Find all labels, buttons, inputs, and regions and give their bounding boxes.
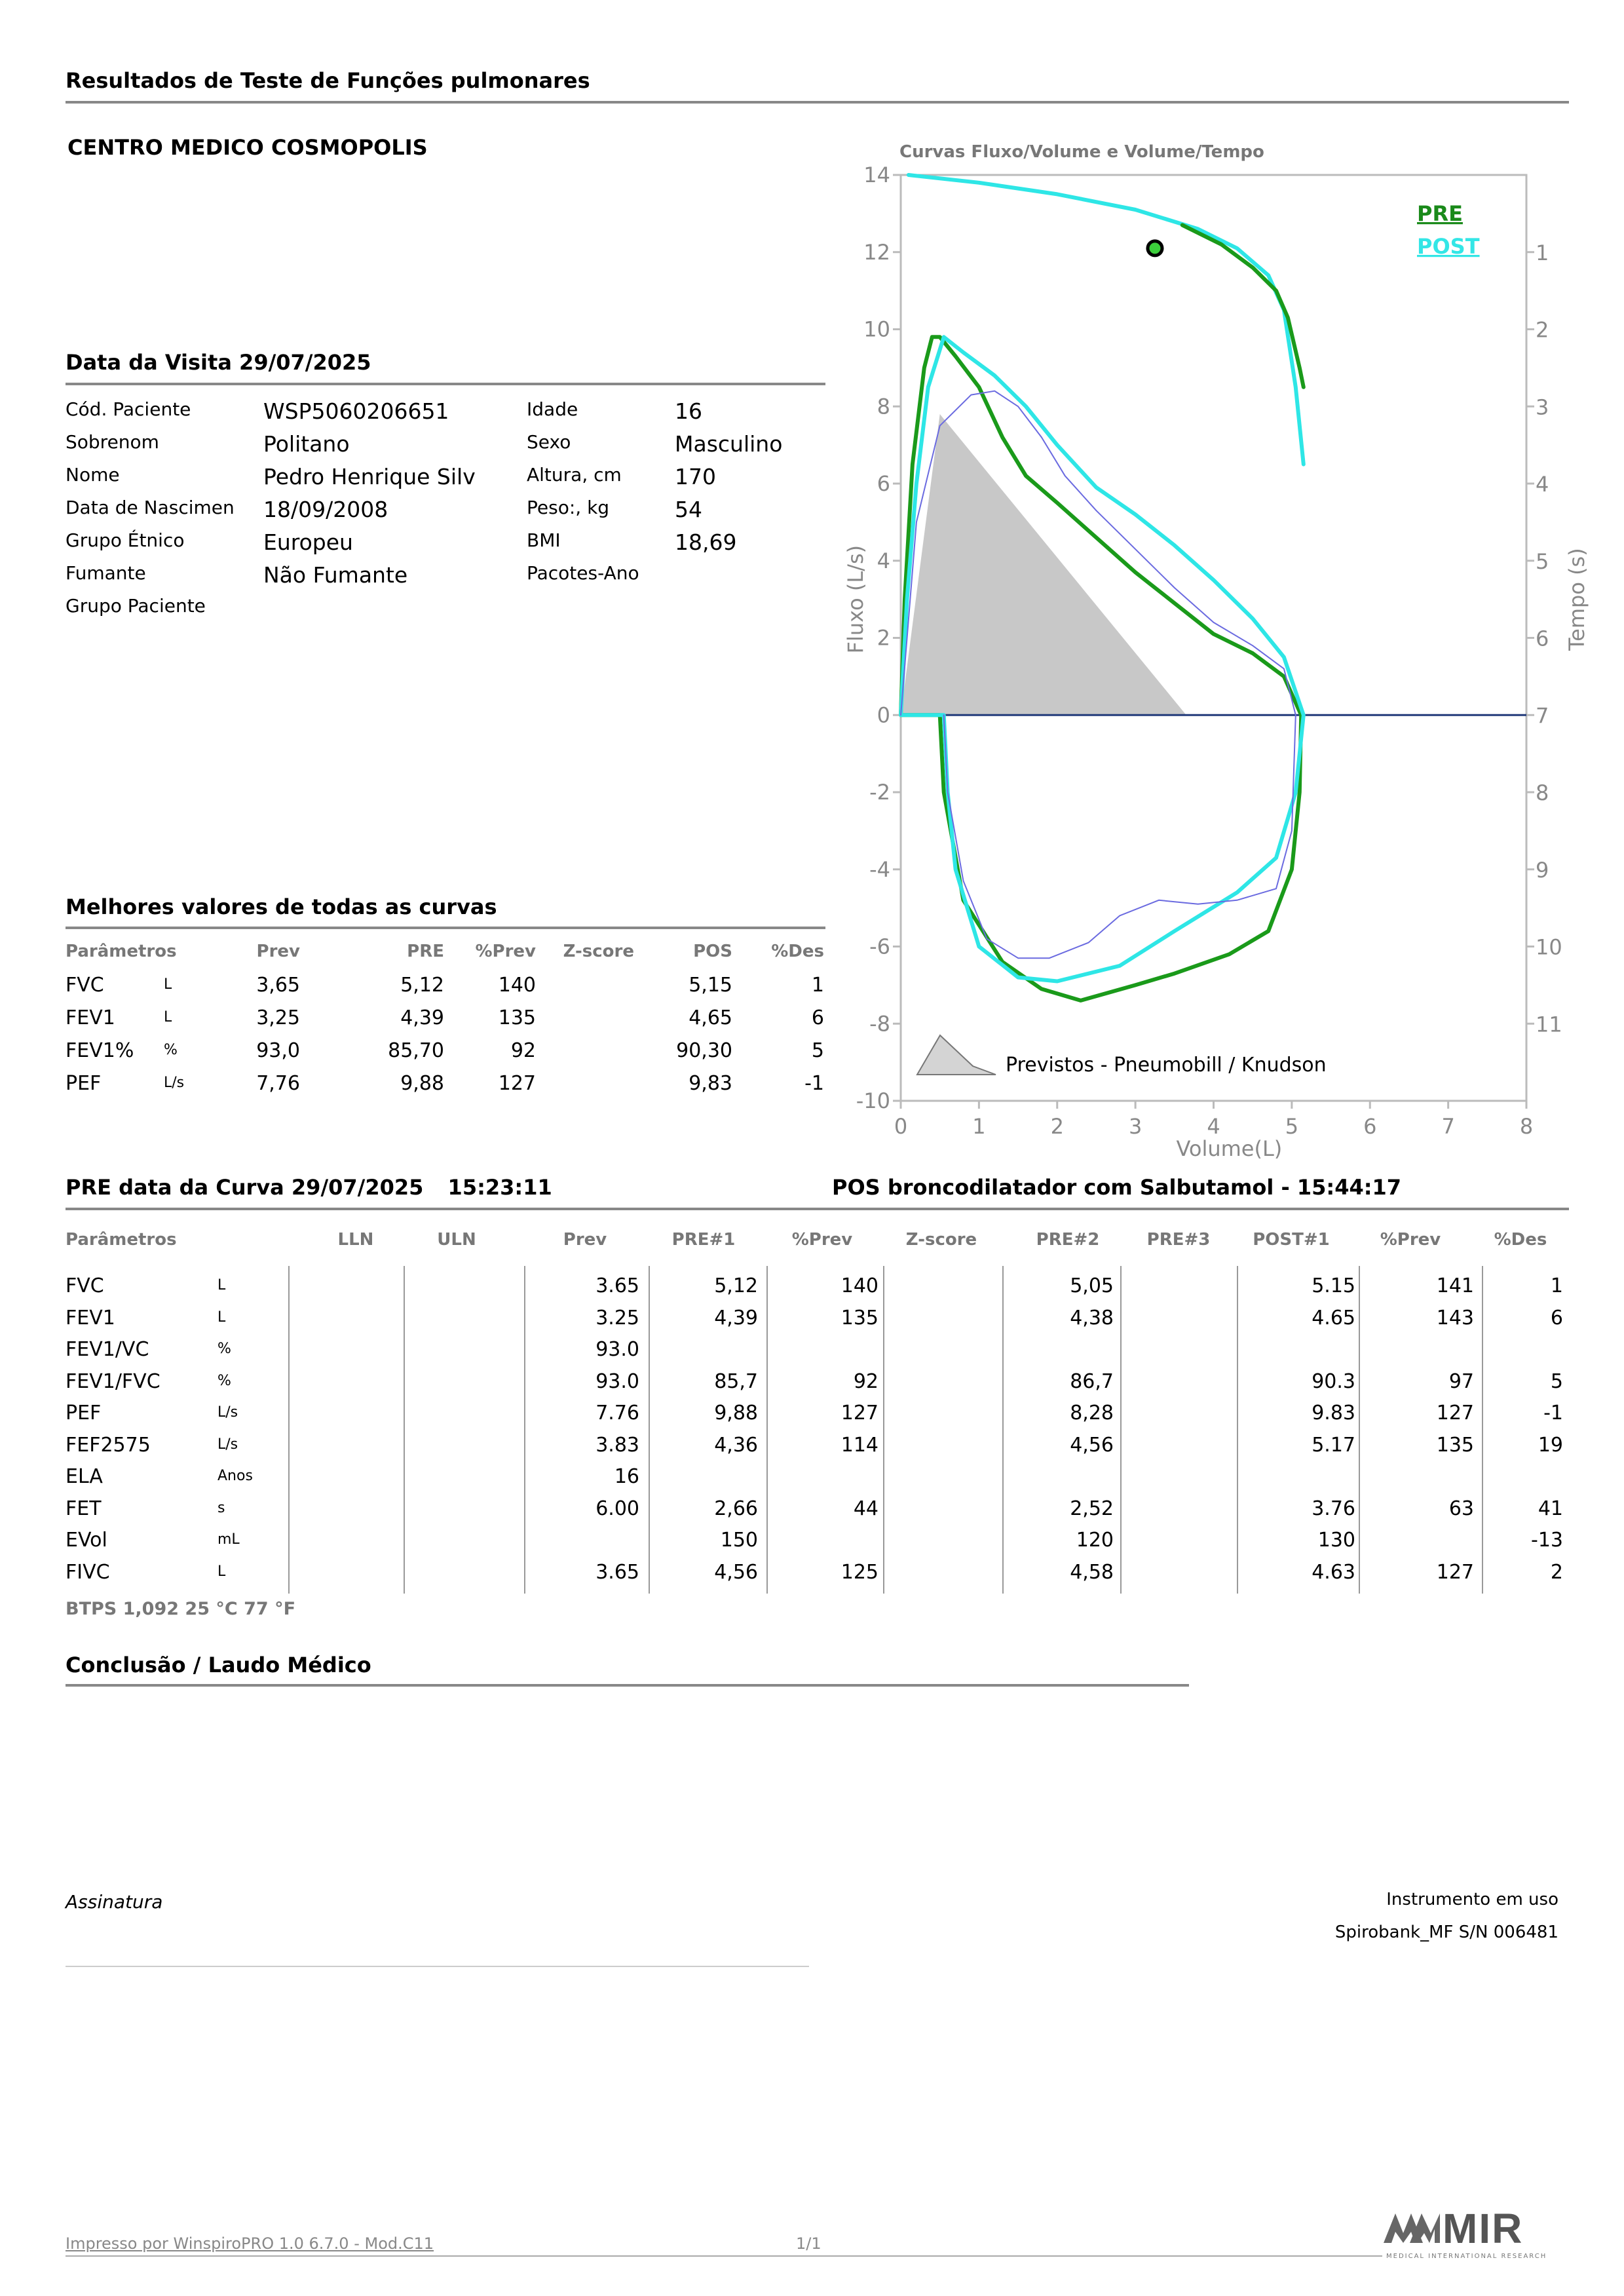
detail-row-value: 93.0 — [595, 1338, 639, 1361]
best-row-unit: L — [164, 976, 172, 993]
best-row-value: 92 — [510, 1039, 536, 1062]
detail-header-cell: Prev — [563, 1230, 607, 1250]
chart-title: Curvas Fluxo/Volume e Volume/Tempo — [899, 142, 1264, 162]
detail-header-cell: %Prev — [1380, 1230, 1441, 1250]
x-tick-label: 8 — [1519, 1114, 1534, 1139]
table-column-divider — [1482, 1266, 1483, 1594]
y-tick-label: -8 — [869, 1011, 890, 1037]
patient-field-label: Altura, cm — [527, 464, 622, 486]
detail-row-value: 6 — [1550, 1306, 1563, 1330]
detail-row-value: 127 — [840, 1402, 878, 1425]
detail-row-value: -1 — [1543, 1402, 1563, 1425]
detail-row-value: 130 — [1317, 1529, 1355, 1552]
best-row-value: 93,0 — [256, 1039, 300, 1062]
best-row-value: -1 — [804, 1072, 824, 1095]
detail-row-value: 114 — [840, 1433, 878, 1457]
y2-tick-label: 5 — [1536, 548, 1549, 574]
detail-row-value: 44 — [853, 1497, 878, 1520]
patient-field-value: 54 — [675, 497, 702, 522]
detail-header-cell: POST#1 — [1253, 1230, 1330, 1250]
detail-row-value: 135 — [1436, 1433, 1474, 1457]
patient-field-value: Masculino — [675, 431, 783, 457]
best-row-unit: L — [164, 1009, 172, 1025]
patient-field-value: 170 — [675, 464, 716, 489]
conclusion-title: Conclusão / Laudo Médico — [66, 1653, 371, 1677]
y-tick-label: 14 — [863, 163, 890, 187]
patient-field-label: Nome — [66, 464, 120, 486]
signature-line — [66, 1966, 809, 1967]
detail-row-value: 4,56 — [714, 1560, 758, 1584]
detail-header-cell: PRE#2 — [1036, 1230, 1100, 1250]
detail-row-value: 135 — [840, 1306, 878, 1330]
detail-row-unit: L — [217, 1277, 226, 1293]
detail-row-value: 63 — [1448, 1497, 1474, 1520]
detail-row-value: 125 — [840, 1560, 878, 1584]
detail-row-param: FVC — [66, 1274, 104, 1297]
signature-label: Assinatura — [66, 1891, 163, 1913]
detail-row-unit: L — [217, 1309, 226, 1326]
detail-row-unit: % — [217, 1341, 231, 1357]
center-name: CENTRO MEDICO COSMOPOLIS — [67, 135, 428, 160]
predicted-legend-label: Previstos - Pneumobill / Knudson — [1006, 1054, 1327, 1077]
detail-row-value: 150 — [720, 1529, 758, 1552]
printed-by: Impresso por WinspiroPRO 1.0 6.7.0 - Mod.C11 — [66, 2234, 434, 2253]
detail-row-value: 19 — [1538, 1433, 1563, 1457]
best-row-value: 5,15 — [689, 974, 732, 997]
x-tick-label: 5 — [1285, 1114, 1299, 1139]
patient-field-label: Peso:, kg — [527, 497, 610, 518]
x-tick-label: 3 — [1128, 1114, 1142, 1139]
detail-row-param: EVol — [66, 1529, 107, 1552]
detail-row-unit: Anos — [217, 1468, 253, 1484]
detail-row-value: 5,05 — [1070, 1274, 1114, 1297]
patient-field-label: Grupo Étnico — [66, 529, 185, 551]
best-row-value: 1 — [811, 974, 824, 997]
detail-header-cell: PRE#3 — [1146, 1230, 1211, 1250]
x-tick-label: 2 — [1050, 1114, 1064, 1139]
page-number: 1/1 — [796, 2234, 821, 2253]
detail-row-value: 5.17 — [1312, 1433, 1355, 1457]
y-tick-label: -10 — [856, 1088, 890, 1113]
detail-row-value: 127 — [1436, 1402, 1474, 1425]
x-axis-label: Volume(L) — [1176, 1136, 1283, 1161]
detail-row-value: 5,12 — [714, 1274, 758, 1297]
patient-field-value: Europeu — [263, 529, 353, 555]
mir-logo-subtext: MEDICAL INTERNATIONAL RESEARCH — [1386, 2253, 1547, 2260]
y-tick-label: -4 — [869, 856, 890, 882]
y2-tick-label: 7 — [1536, 703, 1549, 729]
instrument-value: Spirobank_MF S/N 006481 — [1334, 1923, 1558, 1942]
detail-row-value: 143 — [1436, 1306, 1474, 1330]
best-row-value: 85,70 — [388, 1039, 444, 1062]
y2-tick-label: 10 — [1536, 934, 1562, 960]
y2-tick-label: 2 — [1536, 317, 1549, 343]
table-column-divider — [1237, 1266, 1238, 1594]
pos-curve-title: POS broncodilatador com Salbutamol - 15:44:17 — [832, 1175, 1402, 1200]
table-column-divider — [524, 1266, 525, 1594]
detail-row-value: 3.76 — [1312, 1497, 1355, 1520]
x-tick-label: 6 — [1363, 1114, 1377, 1139]
table-column-divider — [883, 1266, 884, 1594]
y-tick-label: 10 — [863, 316, 890, 342]
detail-row-unit: mL — [217, 1531, 240, 1548]
detail-row-value: 127 — [1436, 1560, 1474, 1584]
patient-field-value: WSP5060206651 — [263, 398, 449, 424]
patient-field-value: Politano — [263, 431, 350, 457]
best-row-value: 4,65 — [689, 1006, 732, 1029]
best-row-value: 3,65 — [256, 974, 300, 997]
table-column-divider — [288, 1266, 290, 1594]
best-row-value: 9,88 — [400, 1072, 444, 1095]
detail-row-unit: s — [217, 1499, 225, 1516]
best-row-value: 4,39 — [400, 1006, 444, 1029]
patient-field-value: Não Fumante — [263, 562, 408, 588]
table-column-divider — [1120, 1266, 1122, 1594]
y2-tick-label: 8 — [1536, 780, 1549, 805]
detail-row-value: 6.00 — [595, 1497, 639, 1520]
best-row-value: 9,83 — [689, 1072, 732, 1095]
detail-row-value: 5.15 — [1312, 1274, 1355, 1297]
y-tick-label: -6 — [869, 934, 890, 959]
detail-header-cell: Z-score — [905, 1230, 977, 1250]
best-header-cell: POS — [693, 942, 732, 961]
detail-row-value: 3.65 — [595, 1274, 639, 1297]
visit-title: Data da Visita 29/07/2025 — [66, 350, 371, 375]
patient-field-label: Pacotes-Ano — [527, 562, 639, 584]
detail-row-param: FEV1 — [66, 1306, 115, 1330]
detail-row-value: 4.63 — [1312, 1560, 1355, 1584]
detail-row-value: 86,7 — [1070, 1369, 1114, 1393]
patient-field-label: Cód. Paciente — [66, 398, 191, 420]
detail-row-value: 4,58 — [1070, 1560, 1114, 1584]
instrument-label: Instrumento em uso — [1386, 1890, 1558, 1909]
y2-tick-label: 3 — [1536, 394, 1549, 420]
detail-header-cell: PRE#1 — [671, 1230, 736, 1250]
mir-logo-text: MIR — [1443, 2205, 1524, 2252]
best-row-unit: % — [164, 1042, 178, 1058]
table-column-divider — [1359, 1266, 1360, 1594]
y-tick-label: 4 — [877, 548, 890, 573]
detail-row-value: 93.0 — [595, 1369, 639, 1393]
detail-row-param: ELA — [66, 1465, 103, 1488]
best-header-cell: %Prev — [475, 942, 536, 961]
x-tick-label: 4 — [1207, 1114, 1220, 1139]
y-tick-label: -2 — [869, 780, 890, 805]
fvc-marker — [1148, 241, 1162, 256]
legend-pre: PRE — [1417, 201, 1463, 226]
best-row-value: 6 — [811, 1006, 824, 1029]
detail-row-value: 3.25 — [595, 1306, 639, 1330]
detail-row-value: 9,88 — [714, 1402, 758, 1425]
pre-curve-title — [66, 1175, 552, 1200]
patient-field-label: Sobrenom — [66, 431, 159, 453]
best-header-cell: %Des — [771, 942, 824, 961]
y2-tick-label: 11 — [1536, 1012, 1562, 1037]
table-column-divider — [1002, 1266, 1004, 1594]
detail-row-param: FET — [66, 1497, 102, 1520]
patient-field-value: Pedro Henrique Silv — [263, 464, 476, 489]
curve-rule — [66, 1208, 1569, 1210]
detail-row-value: 16 — [614, 1465, 639, 1488]
footer-line — [66, 2255, 1382, 2257]
best-row-value: 5 — [811, 1039, 824, 1062]
mir-logo-icon — [1384, 2207, 1443, 2246]
best-values-title: Melhores valores de todas as curvas — [66, 894, 497, 919]
y-tick-label: 12 — [863, 239, 890, 265]
detail-row-value: 97 — [1448, 1369, 1474, 1393]
best-row-value: 5,12 — [400, 974, 444, 997]
detail-row-value: 41 — [1538, 1497, 1563, 1520]
flow-volume-chart — [839, 131, 1589, 1166]
detail-row-value: 4,38 — [1070, 1306, 1114, 1330]
detail-row-value: 92 — [853, 1369, 878, 1393]
y-tick-label: 2 — [877, 625, 890, 651]
patient-field-label: Sexo — [527, 431, 571, 453]
y2-axis-label: Tempo (s) — [1564, 548, 1589, 651]
detail-row-param: FEF2575 — [66, 1433, 151, 1457]
detail-row-value: 90.3 — [1312, 1369, 1355, 1393]
x-tick-label: 0 — [894, 1114, 908, 1139]
detail-header-cell: ULN — [437, 1230, 476, 1250]
detail-row-value: 2,52 — [1070, 1497, 1114, 1520]
best-header-cell: Prev — [256, 942, 300, 961]
detail-row-param: FEV1/VC — [66, 1338, 149, 1361]
detail-header-cell: LLN — [337, 1230, 374, 1250]
table-column-divider — [649, 1266, 650, 1594]
conclusion-rule — [66, 1684, 1189, 1687]
table-column-divider — [766, 1266, 768, 1594]
x-tick-label: 1 — [972, 1114, 986, 1139]
mir-logo — [1384, 2203, 1560, 2268]
best-row-value: 7,76 — [256, 1072, 300, 1095]
best-row-value: 127 — [498, 1072, 536, 1095]
detail-row-value: 4,39 — [714, 1306, 758, 1330]
detail-row-value: 120 — [1076, 1529, 1114, 1552]
detail-row-value: 141 — [1436, 1274, 1474, 1297]
y-tick-label: 8 — [877, 394, 890, 419]
title-rule — [66, 101, 1569, 104]
detail-row-unit: L/s — [217, 1404, 238, 1421]
detail-row-value: 2,66 — [714, 1497, 758, 1520]
patient-field-value: 16 — [675, 398, 702, 424]
y2-tick-label: 9 — [1536, 857, 1549, 883]
detail-row-unit: % — [217, 1372, 231, 1389]
patient-field-label: Data de Nascimen — [66, 497, 235, 518]
best-row-param: FEV1% — [66, 1039, 134, 1062]
detail-row-value: 4.65 — [1312, 1306, 1355, 1330]
detail-row-value: 3.83 — [595, 1433, 639, 1457]
detail-row-value: -13 — [1531, 1529, 1563, 1552]
patient-field-label: Idade — [527, 398, 578, 420]
best-row-unit: L/s — [164, 1075, 185, 1091]
y2-tick-label: 1 — [1536, 240, 1549, 265]
patient-field-value: 18/09/2008 — [263, 497, 388, 522]
y-tick-label: 6 — [877, 471, 890, 496]
visit-rule — [66, 383, 825, 385]
detail-row-value: 4,56 — [1070, 1433, 1114, 1457]
btps-info: BTPS 1,092 25 °C 77 °F — [66, 1599, 296, 1619]
best-row-value: 3,25 — [256, 1006, 300, 1029]
detail-row-value: 9.83 — [1312, 1402, 1355, 1425]
best-row-param: FEV1 — [66, 1006, 115, 1029]
best-header-cell: Parâmetros — [66, 942, 177, 961]
patient-field-label: Grupo Paciente — [66, 595, 206, 617]
detail-row-value: 140 — [840, 1274, 878, 1297]
table-column-divider — [404, 1266, 405, 1594]
y-axis-label: Fluxo (L/s) — [843, 545, 868, 654]
detail-row-value: 2 — [1550, 1560, 1563, 1584]
best-row-value: 135 — [498, 1006, 536, 1029]
y2-tick-label: 6 — [1536, 626, 1549, 651]
best-row-param: PEF — [66, 1072, 102, 1095]
pre-curve-time: 15:23:11 — [447, 1175, 552, 1200]
detail-row-value: 85,7 — [714, 1369, 758, 1393]
best-row-value: 90,30 — [676, 1039, 732, 1062]
detail-row-param: FEV1/FVC — [66, 1369, 161, 1393]
detail-row-unit: L/s — [217, 1436, 238, 1453]
x-tick-label: 7 — [1441, 1114, 1455, 1139]
detail-row-unit: L — [217, 1563, 226, 1580]
detail-row-value: 4,36 — [714, 1433, 758, 1457]
patient-field-value: 18,69 — [675, 529, 737, 555]
best-header-cell: PRE — [407, 942, 444, 961]
detail-header-cell: Parâmetros — [66, 1230, 177, 1250]
detail-header-cell: %Prev — [791, 1230, 853, 1250]
detail-row-value: 8,28 — [1070, 1402, 1114, 1425]
detail-row-value: 5 — [1550, 1369, 1563, 1393]
y-tick-label: 0 — [877, 702, 890, 728]
report-title: Resultados de Teste de Funções pulmonares — [66, 68, 590, 93]
pre-curve-date: PRE data da Curva 29/07/2025 — [66, 1175, 424, 1200]
best-header-cell: Z-score — [563, 942, 634, 961]
patient-field-label: Fumante — [66, 562, 146, 584]
best-row-param: FVC — [66, 974, 104, 997]
detail-row-param: FIVC — [66, 1560, 110, 1584]
detail-row-value: 7.76 — [595, 1402, 639, 1425]
patient-field-label: BMI — [527, 529, 561, 551]
y2-tick-label: 4 — [1536, 472, 1549, 497]
detail-row-value: 3.65 — [595, 1560, 639, 1584]
best-row-value: 140 — [498, 974, 536, 997]
best-rule — [66, 927, 825, 929]
detail-row-param: PEF — [66, 1402, 102, 1425]
detail-row-value: 1 — [1550, 1274, 1563, 1297]
detail-header-cell: %Des — [1494, 1230, 1547, 1250]
legend-post: POST — [1417, 234, 1480, 259]
